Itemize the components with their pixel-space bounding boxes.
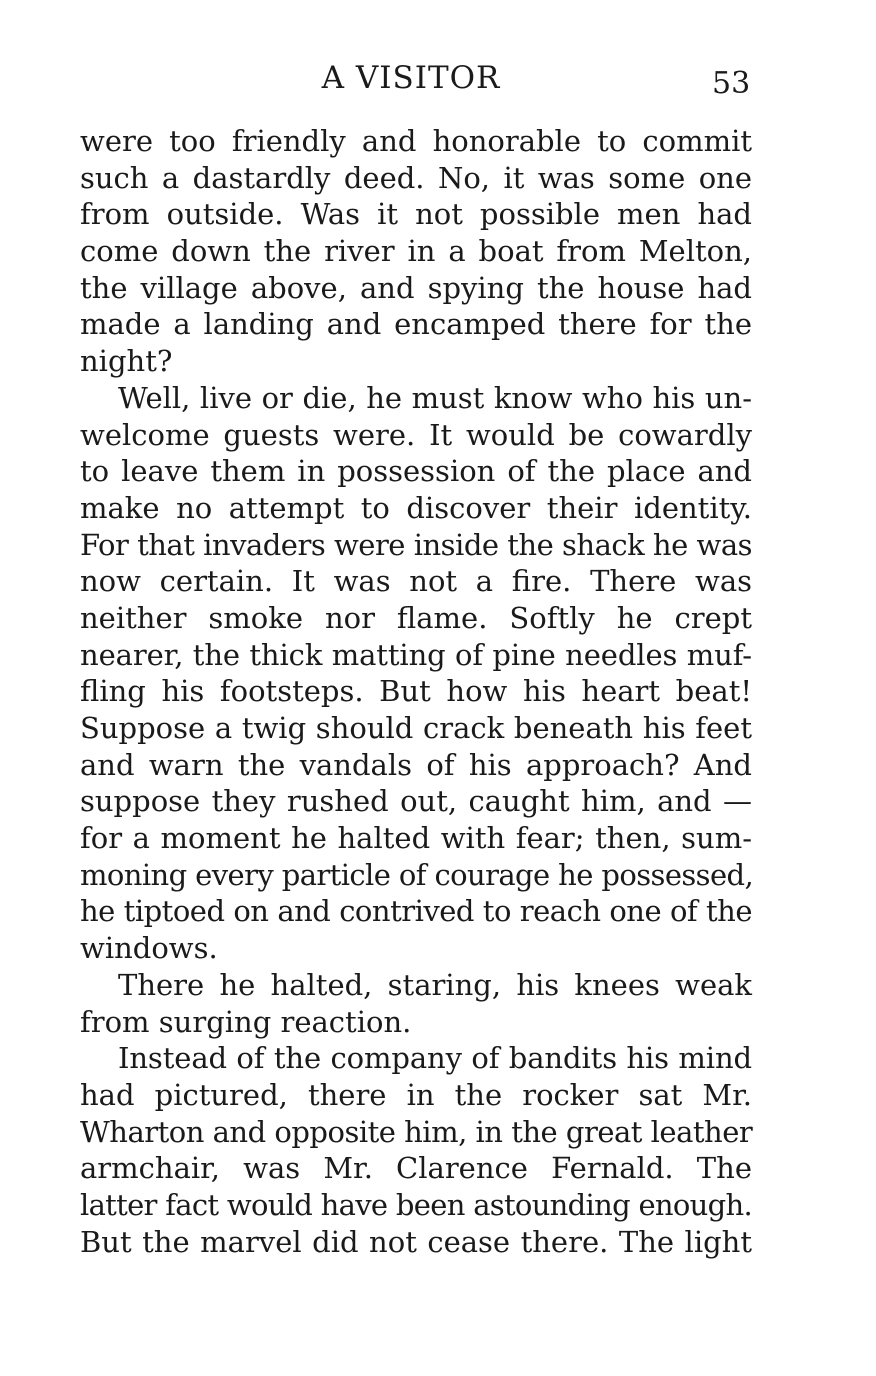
- text-line: and warn the vandals of his approach? And: [80, 747, 752, 782]
- text-line: night?: [80, 344, 173, 379]
- text-line: moning every particle of courage he possessed,: [80, 857, 754, 892]
- text-line: such a dastardly deed. No, it was some one: [80, 160, 752, 195]
- body-text: [80, 123, 752, 1260]
- text-line: for a moment he halted with fear; then, sum-: [80, 821, 752, 856]
- chapter-title: A VISITOR: [321, 60, 501, 96]
- text-line: nearer, the thick matting of pine needles muf-: [80, 637, 752, 672]
- text-line: Suppose a twig should crack beneath his feet: [80, 711, 752, 745]
- text-line: were too friendly and honorable to commit: [80, 124, 752, 158]
- text-line: windows.: [80, 931, 218, 966]
- text-line: he tiptoed on and contrived to reach one of the: [80, 894, 752, 929]
- text-line: fling his footsteps. But how his heart beat!: [80, 674, 752, 709]
- text-line: Wharton and opposite him, in the great leather: [80, 1114, 753, 1149]
- text-line: latter fact would have been astounding enough.: [80, 1187, 752, 1222]
- text-line: But the marvel did not cease there. The light: [80, 1224, 752, 1259]
- text-line: welcome guests were. It would be cowardly: [80, 417, 752, 452]
- text-line: made a landing and encamped there for the: [80, 307, 752, 342]
- running-head: [0, 58, 876, 101]
- text-line: neither smoke nor flame. Softly he crept: [80, 600, 752, 635]
- text-line: Well, live or die, he must know who his un-: [118, 380, 752, 415]
- text-line: For that invaders were inside the shack he was: [80, 527, 752, 562]
- page-number: 53: [712, 66, 751, 101]
- text-line: now certain. It was not a fire. There was: [80, 564, 752, 599]
- text-line: had pictured, there in the rocker sat Mr.: [80, 1077, 752, 1112]
- text-line: to leave them in possession of the place and: [80, 454, 752, 489]
- text-line: from surging reaction.: [80, 1004, 412, 1039]
- text-line: come down the river in a boat from Melton,: [80, 234, 752, 269]
- text-line: Instead of the company of bandits his mind: [118, 1041, 752, 1076]
- text-line: make no attempt to discover their identity.: [80, 490, 752, 525]
- text-line: from outside. Was it not possible men had: [80, 197, 752, 232]
- text-line: There he halted, staring, his knees weak: [118, 967, 752, 1002]
- text-line: suppose they rushed out, caught him, and —: [80, 784, 752, 819]
- text-line: the village above, and spying the house had: [80, 270, 752, 305]
- text-line: armchair, was Mr. Clarence Fernald. The: [80, 1151, 752, 1186]
